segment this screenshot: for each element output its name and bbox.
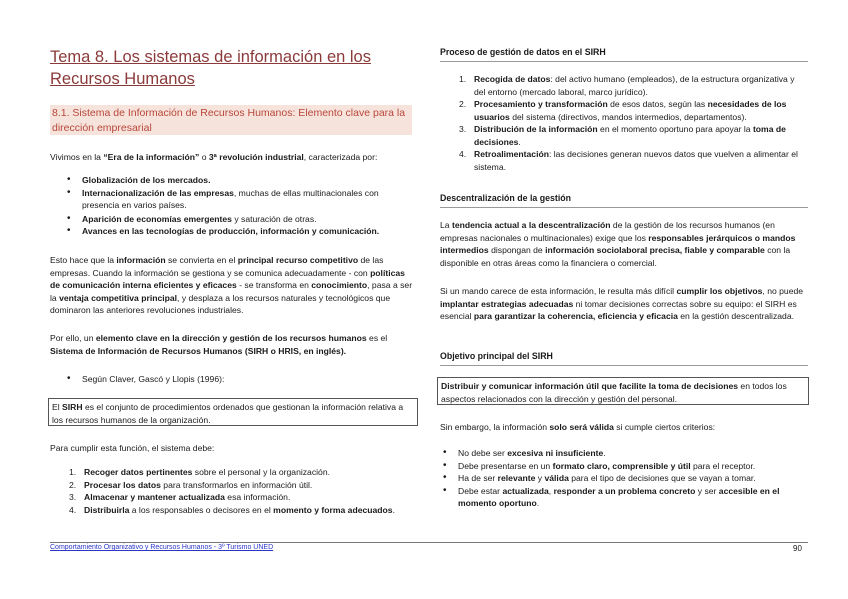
list-item: 2. Procesamiento y transformación de esos datos, según las necesidades de los usuarios del sistema (directivos, mandos intermedios, departamentos). [459,99,787,122]
list-item: 4. Distribuirla a los responsables o decisores en el momento y forma adecuados. [69,504,395,515]
must-intro: Para cumplir esta función, el sistema debe: [50,443,215,453]
list-item: 1. Recogida de datos: del activo humano (empleados), de la estructura organizativa y del entorno (mercado laboral, marco jurídico). [459,74,795,97]
decentral-paragraph-1: La tendencia actual a la descentralización de la gestión de los recursos humanos (en empresas nacionales o multinacionales) exige que los responsables jerárquicos o mandos intermedios dispongan de información sociolaboral precisa, fiable y comparable con la disponible en otras áreas como la financiera o comercial. [440,220,796,268]
criteria-list [458,447,808,510]
list-item: • Ha de ser relevante y válida para el tipo de decisiones que se vayan a tomar. [458,472,808,485]
paragraph-sirh: Por ello, un elemento clave en la dirección y gestión de los recursos humanos es el Sistema de Información de Recursos Humanos (SIRH o HRIS, en inglés). [50,333,388,356]
list-item: • Aparición de economías emergentes y saturación de otras. [82,213,416,226]
process-heading: Proceso de gestión de datos en el SIRH [440,46,808,62]
decentral-heading: Descentralización de la gestión [440,192,808,208]
paragraph-information: Esto hace que la información se convierta en el principal recurso competitivo de las empresas. Cuando la información se gestiona y se comunica adecuadamente - con políticas de comunicación interna eficientes y eficaces - se transforma en conocimiento, pasa a ser la ventaja competitiva principal, y desplaza a los recursos naturales y tecnológicos que dominaron las anteriores revoluciones industriales. [50,255,413,315]
page-title: Tema 8. Los sistemas de información en los Recursos Humanos [50,48,371,88]
criteria-intro: Sin embargo, la información solo será válida si cumple ciertos criterios: [440,422,716,432]
decentral-paragraph-2: Si un mando carece de esta información, le resulta más difícil cumplir los objetivos, no puede implantar estrategias adecuadas ni tomar decisiones correctas sobre su equipo: el SIRH es esencial para garantizar la coherencia, eficiencia y eficacia en la gestión descentralizada. [440,286,804,321]
list-item: • Debe estar actualizada, responder a un problema concreto y ser accesible en el momento oportuno. [458,485,808,510]
objective-box [437,377,809,405]
must-list [69,466,406,516]
list-item: • No debe ser excesiva ni insuficiente. [458,447,808,460]
definition-box [48,398,418,426]
list-item: 4. Retroalimentación: las decisiones generan nuevos datos que vuelven a alimentar el sistema. [459,149,798,172]
citation-list [82,373,402,386]
list-item: 3. Almacenar y mantener actualizada esa información. [69,492,291,502]
list-item: • Avances en las tecnologías de producción, información y comunicación. [82,225,416,238]
citation: • Según Claver, Gascó y Llopis (1996): [82,373,402,386]
objective-text: Distribuir y comunicar información útil que facilite la toma de decisiones en todos los aspectos relacionados con la dirección y gestión del personal. [441,381,787,404]
definition-text: El SIRH es el conjunto de procedimientos ordenados que gestionan la información relativa a los recursos humanos de la organización. [52,402,404,425]
page-number: 90 [793,544,802,553]
list-item: • Debe presentarse en un formato claro, comprensible y útil para el receptor. [458,460,808,473]
section-subtitle: 8.1. Sistema de Información de Recursos Humanos: Elemento clave para la dirección empresarial [50,105,412,135]
list-item: 3. Distribución de la información en el momento oportuno para apoyar la toma de decisiones. [459,124,786,147]
list-item: 1. Recoger datos pertinentes sobre el personal y la organización. [69,467,330,477]
footer-link[interactable]: Comportamiento Organizativo y Recursos Humanos - 3º Turismo UNED [50,544,274,551]
list-item: 2. Procesar los datos para transformarlos en información útil. [69,479,313,490]
objective-heading: Objetivo principal del SIRH [440,350,808,366]
intro-paragraph: Vivimos en la “Era de la información” o 3ª revolución industrial, caracterizada por: [50,152,378,162]
list-item: • Internacionalización de las empresas, muchas de ellas multinacionales con presencia en varios países. [82,187,416,212]
features-list [82,174,416,238]
process-list [459,73,808,173]
list-item: • Globalización de los mercados. [82,174,416,187]
